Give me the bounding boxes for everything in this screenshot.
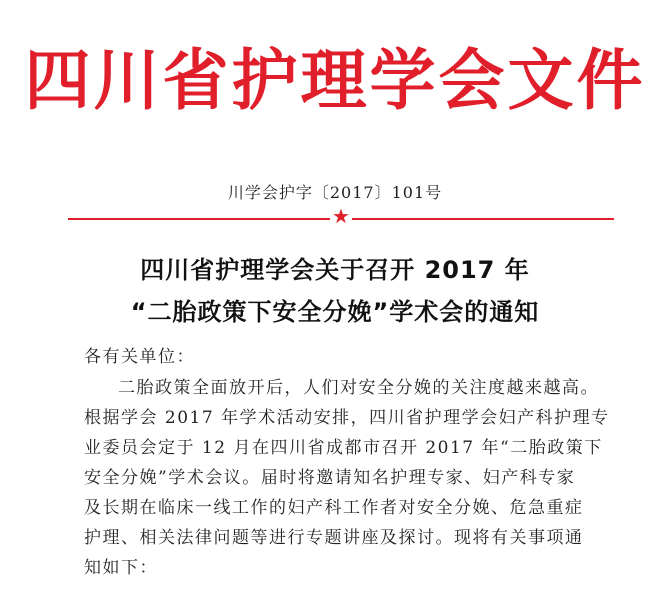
red-rule-left: [68, 218, 330, 220]
notice-title-line-2: “二胎政策下安全分娩”学术会的通知: [130, 298, 540, 326]
red-rule-right: [352, 218, 614, 220]
document-masthead: 四川省护理学会文件: [24, 42, 646, 119]
document-number: 川学会护字〔2017〕101号: [227, 183, 443, 202]
paragraph-line: 护理、相关法律问题等进行专题讲座及探讨。现将有关事项通: [84, 528, 584, 548]
paragraph-line: 知如下：: [84, 558, 158, 578]
paragraph-line: 根据学会 2017 年学术活动安排，四川省护理学会妇产科护理专: [84, 408, 610, 428]
salutation: 各有关单位：: [84, 347, 195, 367]
paragraph-line: 及长期在临床一线工作的妇产科工作者对安全分娩、危急重症: [84, 498, 584, 518]
paragraph-line: 安全分娩”学术会议。届时将邀请知名护理专家、妇产科专家: [84, 468, 576, 488]
paragraph-line: 业委员会定于 12 月在四川省成都市召开 2017 年“二胎政策下: [84, 438, 603, 458]
notice-paragraph: [84, 373, 610, 583]
notice-title-line-1: 四川省护理学会关于召开 2017 年: [140, 256, 530, 284]
paragraph-line: 二胎政策全面放开后，人们对安全分娩的关注度越来越高。: [118, 378, 599, 398]
star-icon: ★: [332, 204, 350, 228]
